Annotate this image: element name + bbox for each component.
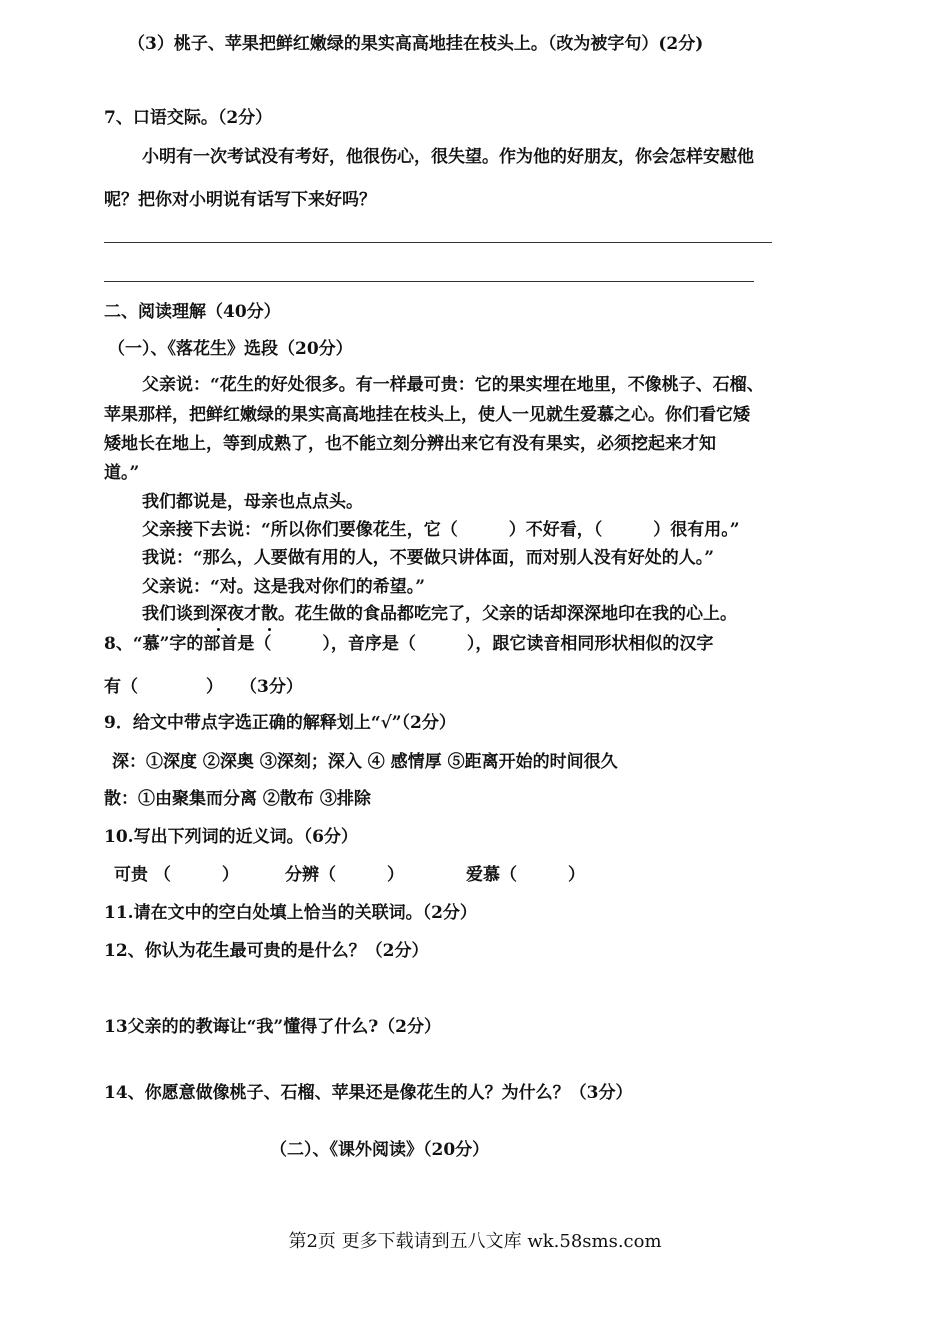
page-footer: 第2页 更多下载请到五八文库 wk.58sms.com [288, 1231, 662, 1252]
section2-title: 二、阅读理解（40分） [104, 302, 281, 322]
q7-prompt-line1: 小明有一次考试没有考好，他很伤心，很失望。作为他的好朋友，你会怎样安慰他 [142, 147, 754, 167]
dotted-char-san: 散 [261, 604, 278, 624]
passage-p1-line1: 父亲说：“花生的好处很多。有一样最可贵：它的果实埋在地里，不像桃子、石榴、 [142, 375, 764, 395]
q9-san-options: 散：①由聚集而分离 ②散布 ③排除 [104, 789, 371, 809]
part1-title: （一）、《落花生》选段（20分） [108, 339, 353, 359]
passage-p6 [142, 603, 737, 625]
passage-p1-line2: 苹果那样，把鲜红嫩绿的果实高高地挂在枝头上，使人一见就生爱慕之心。你们看它矮 [104, 405, 750, 425]
dotted-char-shen: 深 [210, 604, 227, 624]
q8-line1: 8、“慕”字的部首是（ ），音序是（ ），跟它读音相同形状相似的汉字 [104, 634, 714, 654]
q12: 12、你认为花生最可贵的是什么？（2分） [104, 941, 429, 961]
q6-item3: （3）桃子、苹果把鲜红嫩绿的果实高高地挂在枝头上。（改为被字句）(2分) [128, 34, 704, 54]
q13: 13父亲的的教诲让“我”懂得了什么?（2分） [104, 1017, 442, 1037]
q10-word-aimu: 爱慕（ ） [466, 865, 585, 885]
q9-shen-options: 深：①深度 ②深奥 ③深刻；深入 ④ 感情厚 ⑤距离开始的时间很久 [112, 752, 618, 772]
passage-p6-part-a: 我们谈到 [142, 604, 210, 624]
q7-title: 7、口语交际。（2分） [104, 108, 273, 128]
q9-title: 9．给文中带点字选正确的解释划上“√”（2分） [104, 713, 456, 733]
passage-p2: 我们都说是，母亲也点点头。 [142, 492, 363, 512]
q7-answer-line-1 [104, 242, 772, 243]
q7-prompt-line2: 呢？把你对小明说有话写下来好吗？ [104, 190, 376, 210]
q8-line2: 有（ ） （3分） [104, 677, 303, 697]
passage-p4: 我说：“那么，人要做有用的人，不要做只讲体面，而对别人没有好处的人。” [142, 548, 715, 568]
q10-title: 10.写出下列词的近义词。（6分） [104, 827, 358, 847]
passage-p1-line3: 矮地长在地上，等到成熟了，也不能立刻分辨出来它有没有果实，必须挖起来才知 [104, 434, 716, 454]
q7-answer-line-2 [104, 281, 754, 282]
passage-p6-part-b: 夜才 [227, 604, 261, 624]
passage-p5: 父亲说：“对。这是我对你们的希望。” [142, 577, 426, 597]
q14: 14、你愿意做像桃子、石榴、苹果还是像花生的人？为什么？（3分） [104, 1083, 633, 1103]
passage-p1-line4: 道。” [104, 463, 140, 483]
part2-title: （二）、《课外阅读》（20分） [270, 1140, 490, 1160]
q10-word-fenbian: 分辨（ ） [285, 865, 404, 885]
passage-p6-part-c: 。花生做的食品都吃完了，父亲的话却深深地印在我的心上。 [278, 604, 737, 624]
q10-word-kegui: 可贵 （ ） [114, 865, 239, 885]
passage-p3: 父亲接下去说：“所以你们要像花生，它（ ）不好看，（ ）很有用。” [142, 520, 740, 540]
q11: 11.请在文中的空白处填上恰当的关联词。（2分） [104, 903, 477, 923]
